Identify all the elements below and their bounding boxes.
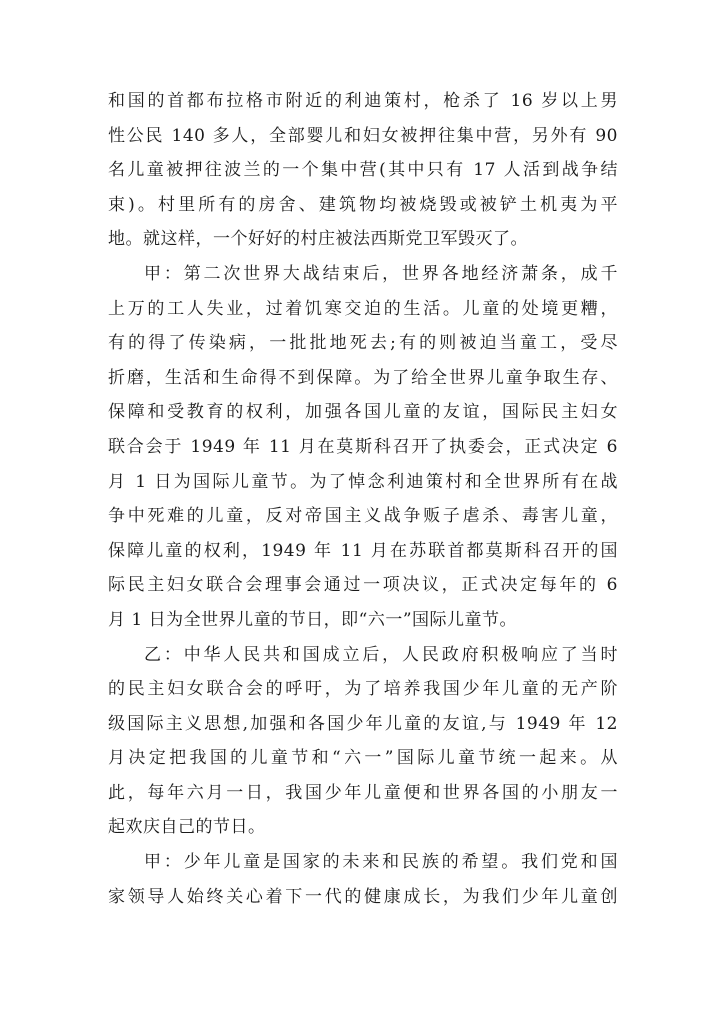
document-body	[108, 84, 618, 914]
text-line: 级国际主义思想,加强和各国少年儿童的友谊,与 1949 年 12	[108, 713, 618, 734]
text-line: 乙：中华人民共和国成立后，人民政府积极响应了当时	[144, 644, 618, 665]
text-line: 家领导人始终关心着下一代的健康成长，为我们少年儿童创	[108, 886, 618, 907]
text-line: 的民主妇女联合会的呼吁，为了培养我国少年儿童的无产阶	[108, 679, 618, 700]
text-line: 甲：第二次世界大战结束后，世界各地经济萧条，成千	[144, 263, 618, 284]
text-line: 束)。村里所有的房舍、建筑物均被烧毁或被铲土机夷为平	[108, 194, 618, 215]
text-line: 地。就这样，一个好好的村庄被法西斯党卫军毁灭了。	[108, 229, 528, 250]
text-line: 月 1 日为国际儿童节。为了悼念利迪策村和全世界所有在战	[108, 471, 618, 492]
text-line: 性公民 140 多人，全部婴儿和妇女被押往集中营，另外有 90	[108, 125, 618, 146]
text-line: 保障和受教育的权利，加强各国儿童的友谊，国际民主妇女	[108, 402, 618, 423]
text-line: 联合会于 1949 年 11 月在莫斯科召开了执委会，正式决定 6	[108, 436, 618, 457]
text-line: 上万的工人失业，过着饥寒交迫的生活。儿童的处境更糟，	[108, 298, 618, 319]
text-line: 保障儿童的权利，1949 年 11 月在苏联首都莫斯科召开的国	[108, 540, 618, 561]
text-line: 际民主妇女联合会理事会通过一项决议，正式决定每年的 6	[108, 575, 618, 596]
text-line: 和国的首都布拉格市附近的利迪策村，枪杀了 16 岁以上男	[108, 91, 618, 111]
text-line: 有的得了传染病，一批批地死去;有的则被迫当童工，受尽	[108, 333, 618, 354]
text-line: 起欢庆自己的节日。	[108, 817, 266, 838]
text-line: 争中死难的儿童，反对帝国主义战争贩子虐杀、毒害儿童，	[108, 506, 618, 527]
text-line: 甲：少年儿童是国家的未来和民族的希望。我们党和国	[144, 852, 618, 873]
text-line: 月决定把我国的儿童节和“六一”国际儿童节统一起来。从	[108, 748, 618, 769]
text-line: 月 1 日为全世界儿童的节日，即“六一”国际儿童节。	[108, 609, 518, 630]
text-line: 折磨，生活和生命得不到保障。为了给全世界儿童争取生存、	[108, 367, 618, 388]
text-line: 名儿童被押往波兰的一个集中营(其中只有 17 人活到战争结	[108, 160, 618, 181]
text-line: 此，每年六月一日，我国少年儿童便和世界各国的小朋友一	[108, 782, 618, 803]
